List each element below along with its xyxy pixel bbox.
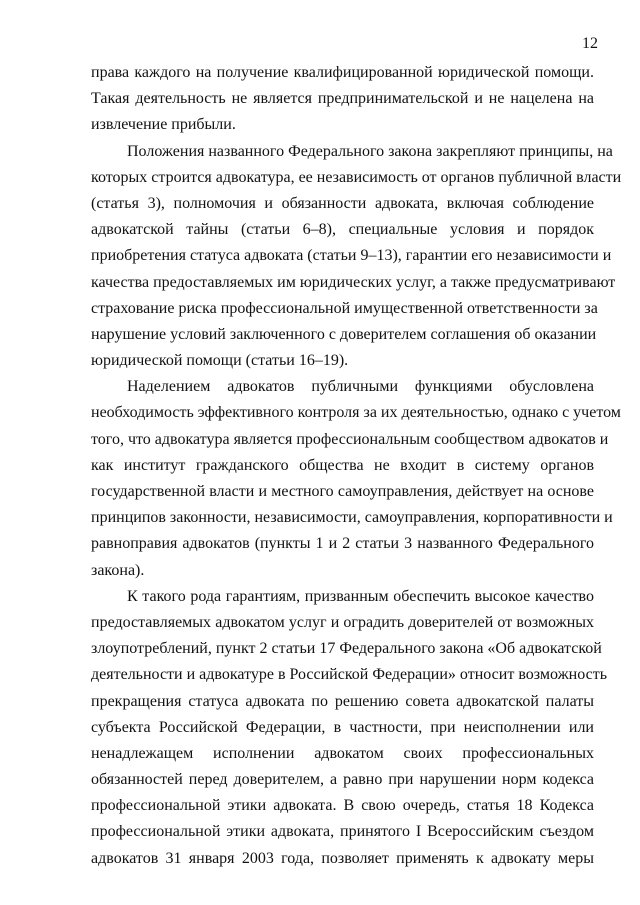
paragraph-3 — [91, 374, 621, 584]
text-line: прекращения статуса адвоката по решению совета адвокатской палаты — [91, 692, 594, 710]
text-line: злоупотреблений, пункт 2 статьи 17 Федерального закона «Об адвокатской — [91, 640, 602, 658]
text-line: профессиональной этики адвоката, принятого I Всероссийским съездом — [91, 823, 594, 841]
text-line: юридической помощи (статьи 16–19). — [91, 352, 349, 370]
text-line: (статья 3), полномочия и обязанности адвоката, включая соблюдение — [91, 194, 594, 212]
text-line: государственной власти и местного самоуправления, действует на основе — [91, 483, 594, 500]
text-line: профессиональной этики адвоката. В свою очередь, статья 18 Кодекса — [91, 797, 594, 815]
page-number: 12 — [582, 35, 598, 52]
text-line: адвокатской тайны (статьи 6–8), специальные условия и порядок — [91, 221, 594, 239]
text-line: принципов законности, независимости, самоуправления, корпоративности и — [91, 509, 613, 527]
text-line: обязанностей перед доверителем, а равно при нарушении норм кодекса — [91, 771, 594, 789]
text-line: субъекта Российской Федерации, в частности, при неисполнении или — [91, 718, 594, 736]
paragraph-1 — [91, 60, 594, 139]
paragraph-2 — [91, 139, 622, 375]
text-line: равноправия адвокатов (пункты 1 и 2 статьи 3 названного Федерального — [91, 535, 594, 553]
text-line: извлечение прибыли. — [91, 116, 236, 134]
document-body — [91, 60, 622, 872]
text-line: деятельности и адвокатуре в Российской Федерации» относит возможность — [91, 666, 607, 684]
text-line: закона). — [91, 561, 145, 579]
text-line: как институт гражданского общества не входит в систему органов — [91, 456, 594, 474]
text-line: качества предоставляемых им юридических услуг, а также предусматривают — [91, 273, 616, 291]
text-line: Наделением адвокатов публичными функциями обусловлена — [127, 378, 594, 396]
text-line: Такая деятельность не является предпринимательской и не нацелена на — [91, 90, 594, 108]
text-line: того, что адвокатура является профессиональным сообществом адвокатов и — [91, 430, 609, 448]
text-line: права каждого на получение квалифицированной юридической помощи. — [91, 64, 594, 81]
text-line: страхование риска профессиональной имущественной ответственности за — [91, 299, 598, 317]
text-line: приобретения статуса адвоката (статьи 9–13), гарантии его независимости и — [91, 247, 612, 265]
text-line: адвокатов 31 января 2003 года, позволяет применять к адвокату меры — [91, 849, 594, 867]
text-line: ненадлежащем исполнении адвокатом своих профессиональных — [91, 744, 594, 762]
text-line: необходимость эффективного контроля за их деятельностью, однако с учетом — [91, 404, 621, 422]
text-line: которых строится адвокатура, ее независимость от органов публичной власти — [91, 168, 622, 186]
text-line: К такого рода гарантиям, призванным обеспечить высокое качество — [127, 587, 594, 605]
text-line: Положения названного Федерального закона закрепляют принципы, на — [127, 142, 613, 160]
paragraph-4 — [91, 584, 607, 872]
text-line: предоставляемых адвокатом услуг и оградить доверителей от возможных — [91, 613, 594, 631]
text-line: нарушение условий заключенного с доверителем соглашения об оказании — [91, 325, 597, 343]
